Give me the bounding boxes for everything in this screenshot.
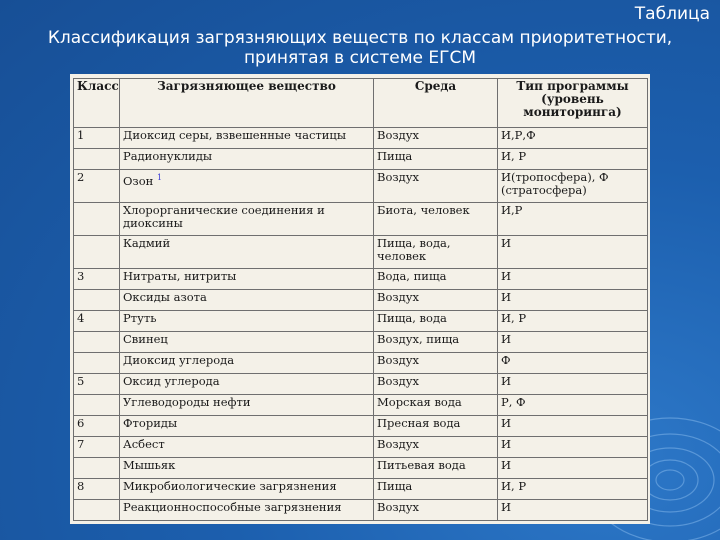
cell-medium: Воздух bbox=[374, 128, 498, 149]
table-row bbox=[74, 500, 648, 521]
cell-program: И bbox=[498, 290, 648, 311]
cell-program: Ф bbox=[498, 353, 648, 374]
table-row bbox=[74, 290, 648, 311]
cell-substance: Ртуть bbox=[120, 311, 374, 332]
cell-program: И bbox=[498, 458, 648, 479]
table-row bbox=[74, 374, 648, 395]
cell-class bbox=[74, 290, 120, 311]
cell-program: И bbox=[498, 500, 648, 521]
cell-program: И, Р bbox=[498, 479, 648, 500]
cell-substance: Диоксид углерода bbox=[120, 353, 374, 374]
cell-substance: Радионуклиды bbox=[120, 149, 374, 170]
cell-substance: Асбест bbox=[120, 437, 374, 458]
cell-medium: Пища, вода bbox=[374, 311, 498, 332]
table-row bbox=[74, 416, 648, 437]
cell-program: И bbox=[498, 374, 648, 395]
table-row bbox=[74, 332, 648, 353]
cell-substance: Реакционноспособные загрязнения bbox=[120, 500, 374, 521]
cell-substance bbox=[120, 170, 374, 203]
cell-class bbox=[74, 500, 120, 521]
classification-table-container bbox=[70, 74, 650, 524]
cell-substance: Хлорорганические соединения и диоксины bbox=[120, 203, 374, 236]
cell-class bbox=[74, 236, 120, 269]
table-row bbox=[74, 395, 648, 416]
table-header-row bbox=[74, 79, 648, 128]
cell-class bbox=[74, 458, 120, 479]
table-row bbox=[74, 311, 648, 332]
title-line-1: Таблица bbox=[634, 4, 710, 24]
table-row bbox=[74, 353, 648, 374]
cell-medium: Биота, человек bbox=[374, 203, 498, 236]
footnote-marker: 1 bbox=[156, 173, 163, 182]
cell-program: И(тропосфера), Ф (стратосфера) bbox=[498, 170, 648, 203]
cell-medium: Воздух bbox=[374, 170, 498, 203]
cell-program: И,Р bbox=[498, 203, 648, 236]
cell-class: 8 bbox=[74, 479, 120, 500]
cell-substance: Углеводороды нефти bbox=[120, 395, 374, 416]
cell-class bbox=[74, 149, 120, 170]
cell-class bbox=[74, 203, 120, 236]
cell-class: 7 bbox=[74, 437, 120, 458]
cell-class: 3 bbox=[74, 269, 120, 290]
cell-class bbox=[74, 395, 120, 416]
cell-program: И bbox=[498, 416, 648, 437]
cell-medium: Пища, вода, человек bbox=[374, 236, 498, 269]
cell-class: 4 bbox=[74, 311, 120, 332]
substance-text: Озон bbox=[123, 173, 154, 188]
cell-substance: Диоксид серы, взвешенные частицы bbox=[120, 128, 374, 149]
header-class: Класс bbox=[74, 79, 120, 128]
cell-class: 2 bbox=[74, 170, 120, 203]
cell-class: 6 bbox=[74, 416, 120, 437]
cell-program: И, Р bbox=[498, 149, 648, 170]
classification-table bbox=[73, 78, 648, 521]
cell-substance: Кадмий bbox=[120, 236, 374, 269]
cell-program: И, Р bbox=[498, 311, 648, 332]
cell-medium: Воздух bbox=[374, 500, 498, 521]
cell-class: 5 bbox=[74, 374, 120, 395]
cell-program: И bbox=[498, 332, 648, 353]
cell-medium: Воздух bbox=[374, 290, 498, 311]
table-row bbox=[74, 203, 648, 236]
cell-substance: Микробиологические загрязнения bbox=[120, 479, 374, 500]
cell-program: И bbox=[498, 236, 648, 269]
table-row bbox=[74, 437, 648, 458]
cell-class bbox=[74, 332, 120, 353]
header-medium: Среда bbox=[374, 79, 498, 128]
cell-medium: Питьевая вода bbox=[374, 458, 498, 479]
table-row bbox=[74, 149, 648, 170]
title-line-2: Классификация загрязняющих веществ по классам приоритетности, bbox=[47, 28, 673, 48]
cell-medium: Пресная вода bbox=[374, 416, 498, 437]
cell-program: И,Р,Ф bbox=[498, 128, 648, 149]
cell-class bbox=[74, 353, 120, 374]
table-row bbox=[74, 479, 648, 500]
cell-medium: Пища bbox=[374, 479, 498, 500]
cell-substance: Оксид углерода bbox=[120, 374, 374, 395]
cell-substance: Свинец bbox=[120, 332, 374, 353]
table-row bbox=[74, 269, 648, 290]
cell-class: 1 bbox=[74, 128, 120, 149]
cell-program: И bbox=[498, 437, 648, 458]
cell-substance: Мышьяк bbox=[120, 458, 374, 479]
cell-program: И bbox=[498, 269, 648, 290]
cell-medium: Воздух bbox=[374, 374, 498, 395]
table-row bbox=[74, 128, 648, 149]
cell-program: Р, Ф bbox=[498, 395, 648, 416]
cell-medium: Воздух, пища bbox=[374, 332, 498, 353]
table-row bbox=[74, 170, 648, 203]
cell-medium: Воздух bbox=[374, 353, 498, 374]
cell-medium: Воздух bbox=[374, 437, 498, 458]
table-row bbox=[74, 236, 648, 269]
header-program: Тип программы (уровень мониторинга) bbox=[498, 79, 648, 128]
table-row bbox=[74, 458, 648, 479]
cell-medium: Морская вода bbox=[374, 395, 498, 416]
cell-substance: Фториды bbox=[120, 416, 374, 437]
cell-medium: Пища bbox=[374, 149, 498, 170]
cell-medium: Вода, пища bbox=[374, 269, 498, 290]
cell-substance: Нитраты, нитриты bbox=[120, 269, 374, 290]
header-substance: Загрязняющее вещество bbox=[120, 79, 374, 128]
cell-substance: Оксиды азота bbox=[120, 290, 374, 311]
title-line-3: принятая в системе ЕГСМ bbox=[243, 48, 477, 68]
